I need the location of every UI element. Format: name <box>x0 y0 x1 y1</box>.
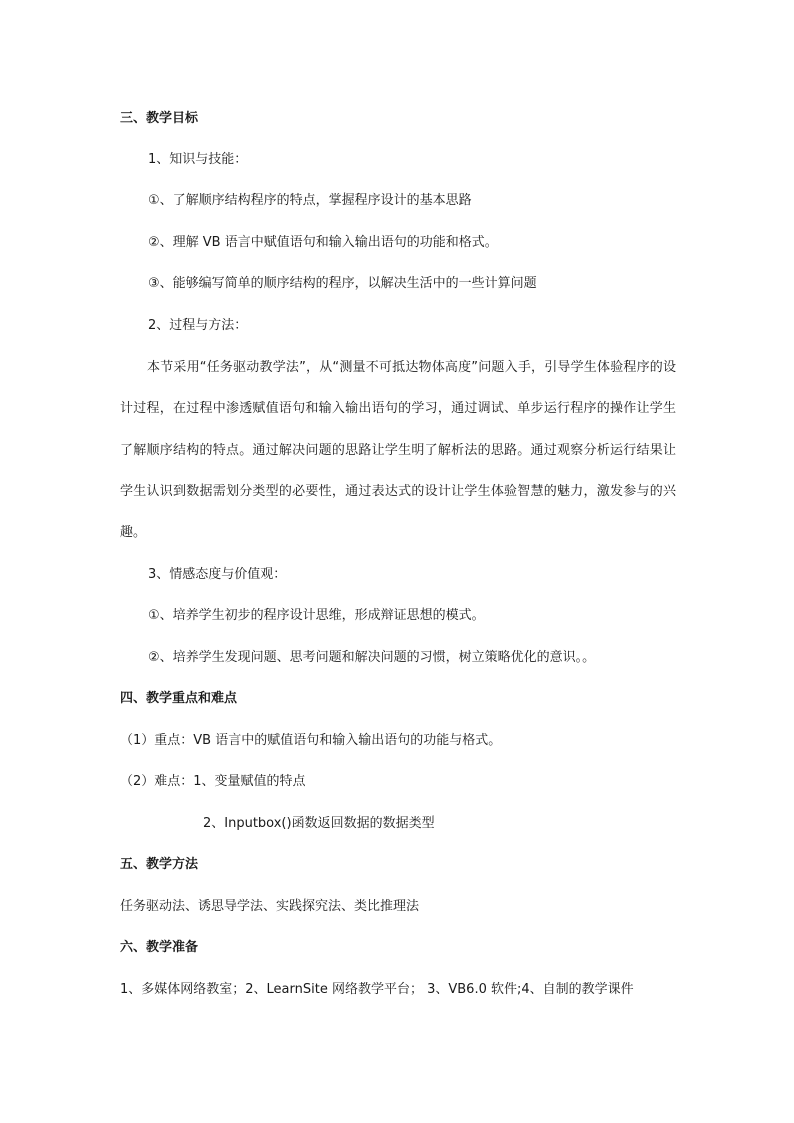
section-heading-preparation: 六、教学准备 <box>120 940 199 955</box>
knowledge-item-2: ②、理解 VB 语言中赋值语句和输入输出语句的功能和格式。 <box>148 235 498 250</box>
key-point-important: （1）重点：VB 语言中的赋值语句和输入输出语句的功能与格式。 <box>120 733 502 748</box>
section-heading-key-points: 四、教学重点和难点 <box>120 691 238 706</box>
emotion-item-2: ②、培养学生发现问题、思考问题和解决问题的习惯，树立策略优化的意识。。 <box>148 650 596 665</box>
key-point-difficult-1: （2）难点：1、变量赋值的特点 <box>120 774 306 789</box>
knowledge-item-3: ③、能够编写简单的顺序结构的程序，以解决生活中的一些计算问题 <box>148 276 537 291</box>
methods-text: 任务驱动法、诱思导学法、实践探究法、类比推理法 <box>120 899 420 914</box>
emotion-item-1: ①、培养学生初步的程序设计思维，形成辩证思想的模式。 <box>148 608 485 623</box>
knowledge-item-1: ①、了解顺序结构程序的特点，掌握程序设计的基本思路 <box>148 193 472 208</box>
key-point-difficult-2: 2、Inputbox()函数返回数据的数据类型 <box>203 816 435 831</box>
section-heading-methods: 五、教学方法 <box>120 857 199 872</box>
process-paragraph: 本节采用“任务驱动教学法”，从“测量不可抵达物体高度”问题入手，引导学生体验程序的设计过程，在过程中渗透赋值语句和输入输出语句的学习，通过调试、单步运行程序的操作让学生了解顺序结构的特点。通过解决问题的思路让学生明了解析法的思路。通过观察分析运行结果让学生认识到数据需划分类型的必要性，通过表达式的设计让学生体验智慧的魅力，激发参与的兴趣。 <box>120 360 676 541</box>
subheading-knowledge-skills: 1、知识与技能： <box>148 152 248 167</box>
subheading-emotion-values: 3、情感态度与价值观： <box>148 567 287 582</box>
subheading-process-methods: 2、过程与方法： <box>148 318 248 333</box>
preparation-text: 1、多媒体网络教室；2、LearnSite 网络教学平台； 3、VB6.0 软件;4、自制的教学课件 <box>120 982 634 997</box>
section-heading-goals: 三、教学目标 <box>120 111 199 126</box>
